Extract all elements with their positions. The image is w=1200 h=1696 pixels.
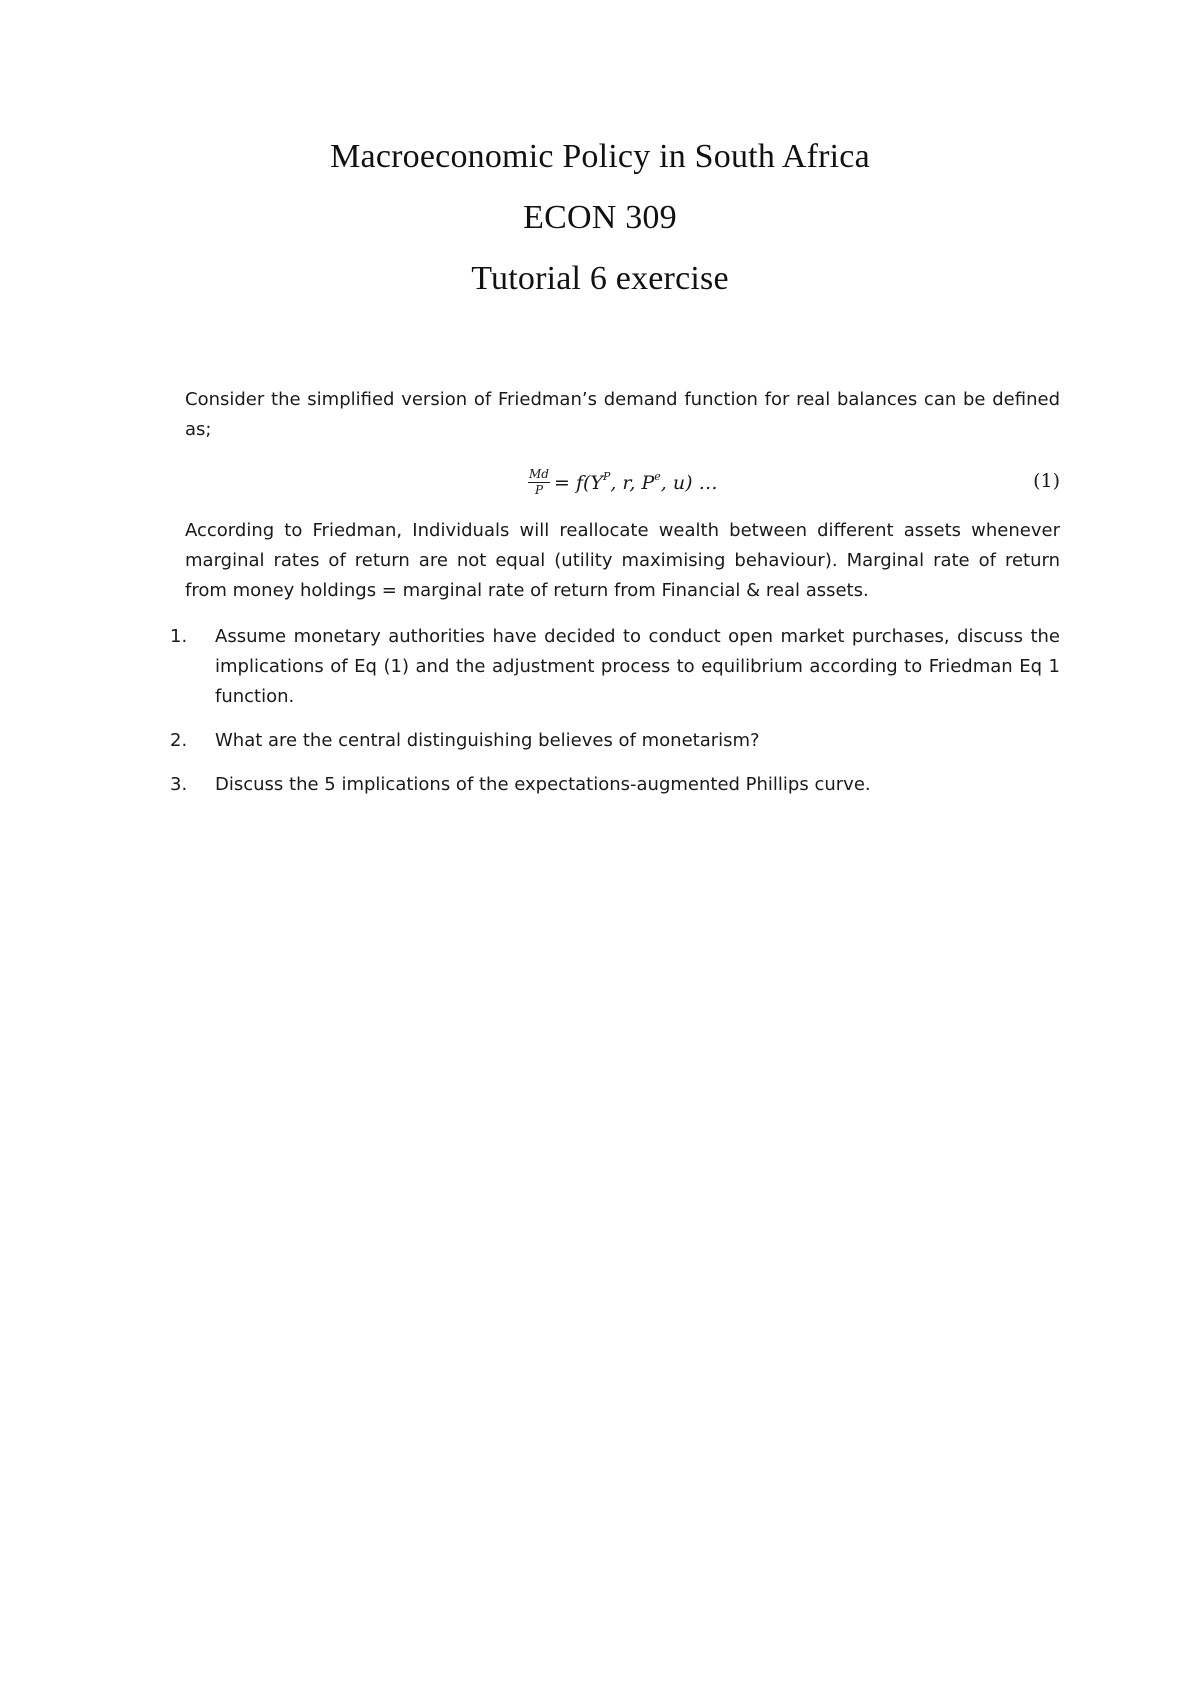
document-title: Macroeconomic Policy in South Africa — [330, 138, 870, 175]
question-text: Assume monetary authorities have decided to conduct open market purchases, discuss the implications of Eq (1) and the adjustment process to equilibrium according to Friedman Eq 1 function. — [215, 626, 1060, 707]
equation — [185, 460, 1060, 504]
equation-superscript-p: P — [602, 470, 611, 483]
equation-superscript-e: e — [654, 470, 661, 483]
question-text: Discuss the 5 implications of the expectations-augmented Phillips curve. — [215, 774, 871, 795]
question-number: 2. — [170, 730, 188, 751]
question-number: 3. — [170, 774, 188, 795]
question-item — [170, 726, 1060, 756]
equation-rhs-middle: , r, P — [610, 472, 655, 494]
equation-expression — [528, 460, 718, 504]
document-subtitle: Tutorial 6 exercise — [471, 260, 729, 297]
equation-denominator: P — [534, 482, 544, 497]
question-text: What are the central distinguishing believes of monetarism? — [215, 730, 760, 751]
equation-equals: = — [553, 472, 570, 494]
intro-paragraph: Consider the simplified version of Friedman’s demand function for real balances can be defined as; — [185, 389, 1060, 440]
question-number: 1. — [170, 626, 188, 647]
equation-rhs-suffix: , u) … — [660, 472, 718, 494]
question-list — [170, 622, 1060, 814]
equation-numerator: Md — [529, 466, 549, 481]
title-block — [0, 140, 1200, 323]
equation-rhs-prefix: f(Y — [575, 472, 603, 494]
friedman-paragraph: According to Friedman, Individuals will reallocate wealth between different assets whenever marginal rates of return are not equal (utility maximising behaviour). Marginal rate of return from money holdings = marginal rate of return from Financial & real assets. — [185, 520, 1060, 601]
course-code: ECON 309 — [523, 199, 677, 236]
equation-rhs — [554, 470, 718, 494]
question-item — [170, 770, 1060, 800]
equation-fraction — [528, 468, 550, 497]
question-item — [170, 622, 1060, 712]
equation-number: (1) — [1033, 470, 1060, 492]
